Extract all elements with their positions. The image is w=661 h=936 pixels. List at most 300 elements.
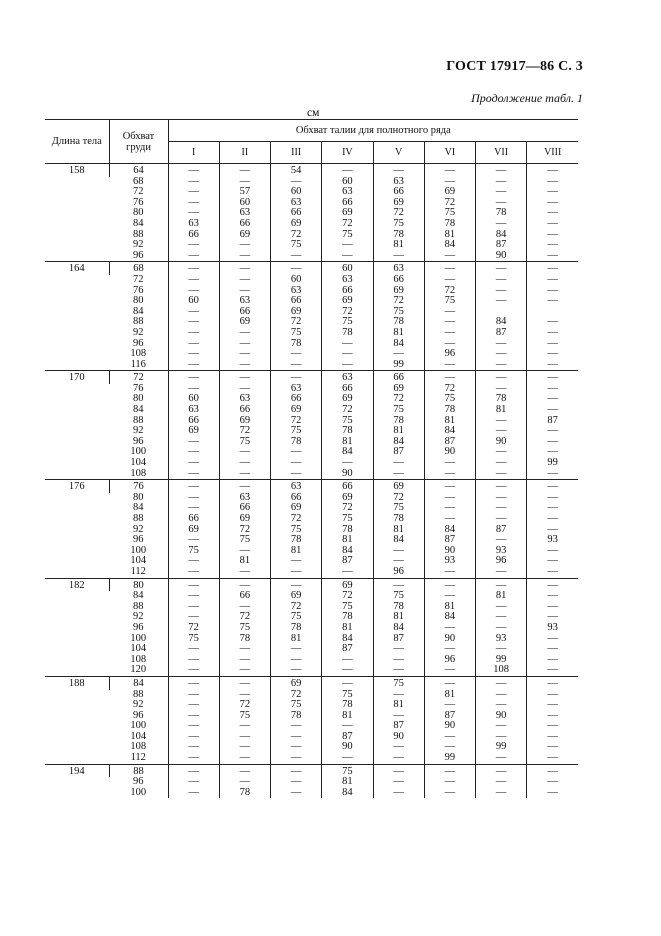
waist-girth-cell: — (373, 690, 424, 701)
waist-girth-cell: — (168, 602, 219, 613)
waist-girth-cell: — (168, 349, 219, 360)
waist-girth-cell: — (271, 458, 322, 469)
waist-girth-cell: — (424, 514, 475, 525)
waist-girth-cell: 63 (373, 177, 424, 188)
waist-girth-cell: 78 (373, 230, 424, 241)
waist-girth-cell: 60 (271, 275, 322, 286)
waist-girth-cell: 63 (219, 296, 270, 307)
waist-girth-cell: — (424, 764, 475, 777)
waist-girth-cell: 81 (424, 416, 475, 427)
waist-girth-cell: — (424, 469, 475, 480)
waist-girth-cell: 90 (322, 469, 373, 480)
waist-girth-cell: 66 (219, 219, 270, 230)
unit-label: см (307, 107, 320, 119)
waist-girth-cell: — (271, 447, 322, 458)
waist-girth-cell: — (373, 251, 424, 262)
waist-girth-cell: 84 (424, 525, 475, 536)
waist-girth-cell: — (476, 777, 527, 788)
waist-girth-cell: — (168, 578, 219, 591)
waist-girth-cell: — (424, 371, 475, 384)
waist-girth-cell: 72 (373, 296, 424, 307)
waist-girth-cell: — (271, 469, 322, 480)
waist-girth-cell: — (527, 721, 578, 732)
fullness-header-8: VIII (527, 142, 578, 164)
body-length-cell: 182 (45, 578, 109, 676)
waist-girth-cell: 84 (476, 317, 527, 328)
waist-girth-cell: 90 (476, 251, 527, 262)
waist-girth-cell: — (168, 458, 219, 469)
waist-girth-cell: 87 (476, 240, 527, 251)
waist-girth-cell: — (322, 676, 373, 689)
waist-girth-cell: 66 (219, 405, 270, 416)
waist-girth-cell: 72 (168, 623, 219, 634)
waist-girth-cell: — (373, 546, 424, 557)
waist-girth-cell: — (527, 634, 578, 645)
waist-girth-cell: — (527, 591, 578, 602)
waist-girth-cell: — (424, 360, 475, 371)
waist-girth-cell: 69 (322, 493, 373, 504)
waist-girth-cell: — (527, 230, 578, 241)
waist-girth-cell: — (168, 371, 219, 384)
waist-girth-cell: 108 (476, 665, 527, 676)
waist-girth-cell: 69 (271, 591, 322, 602)
waist-girth-cell: 69 (322, 394, 373, 405)
waist-girth-cell: 75 (322, 602, 373, 613)
waist-girth-cell: 60 (168, 296, 219, 307)
waist-girth-cell: 75 (322, 230, 373, 241)
waist-girth-cell: 99 (476, 742, 527, 753)
waist-girth-cell: — (168, 469, 219, 480)
waist-girth-cell: 72 (373, 493, 424, 504)
waist-girth-cell: 69 (219, 514, 270, 525)
waist-girth-cell: — (476, 623, 527, 634)
waist-girth-cell: — (373, 753, 424, 764)
waist-girth-cell: — (527, 690, 578, 701)
chest-girth-cell: 76 (109, 480, 168, 493)
chest-girth-cell: 100 (130, 446, 147, 458)
waist-girth-cell: 72 (271, 416, 322, 427)
waist-girth-cell: — (527, 208, 578, 219)
table-row (45, 469, 578, 480)
waist-girth-cell: 78 (373, 416, 424, 427)
table-row (45, 514, 578, 525)
waist-girth-cell: 99 (527, 458, 578, 469)
waist-girth-cell: 99 (373, 360, 424, 371)
chest-girth-cell: 104 (130, 730, 147, 742)
waist-girth-cell: — (219, 676, 270, 689)
waist-girth-cell: — (476, 371, 527, 384)
waist-girth-cell: 75 (271, 612, 322, 623)
waist-girth-cell: 84 (322, 546, 373, 557)
waist-girth-cell: — (271, 742, 322, 753)
waist-girth-cell: — (168, 286, 219, 297)
waist-girth-cell: — (476, 416, 527, 427)
waist-girth-cell: — (424, 493, 475, 504)
chest-girth-cell: 88 (133, 414, 144, 426)
size-table (45, 119, 578, 798)
waist-girth-cell: — (271, 732, 322, 743)
waist-girth-cell: 81 (271, 546, 322, 557)
waist-girth-cell: — (322, 721, 373, 732)
waist-girth-cell: 84 (424, 240, 475, 251)
waist-girth-cell: — (476, 602, 527, 613)
waist-girth-cell: 69 (271, 503, 322, 514)
waist-girth-cell: — (476, 753, 527, 764)
waist-girth-cell: — (271, 360, 322, 371)
waist-girth-cell: 87 (322, 556, 373, 567)
waist-girth-cell: — (322, 753, 373, 764)
waist-girth-cell: — (219, 177, 270, 188)
waist-girth-cell: 75 (373, 676, 424, 689)
waist-girth-cell: 66 (219, 591, 270, 602)
waist-girth-cell: — (168, 262, 219, 275)
chest-girth-cell: 112 (109, 567, 168, 578)
waist-girth-cell: — (424, 567, 475, 578)
waist-girth-cell: — (168, 317, 219, 328)
waist-girth-cell: — (168, 535, 219, 546)
table-row (45, 753, 578, 764)
waist-girth-cell: — (271, 655, 322, 666)
waist-girth-cell: 75 (219, 623, 270, 634)
waist-girth-cell: 75 (373, 307, 424, 318)
waist-girth-cell: — (219, 546, 270, 557)
waist-girth-cell: — (271, 349, 322, 360)
waist-girth-cell: 72 (271, 514, 322, 525)
waist-girth-cell: 72 (322, 307, 373, 318)
chest-girth-cell: 84 (133, 404, 144, 416)
waist-girth-cell: — (527, 546, 578, 557)
waist-girth-cell: 81 (373, 700, 424, 711)
waist-girth-cell: — (527, 384, 578, 395)
waist-girth-cell: — (476, 177, 527, 188)
waist-girth-cell: — (168, 788, 219, 799)
waist-girth-cell: 81 (271, 634, 322, 645)
waist-girth-cell: — (219, 655, 270, 666)
waist-girth-cell: — (476, 788, 527, 799)
waist-girth-cell: 81 (322, 711, 373, 722)
waist-girth-cell: — (271, 251, 322, 262)
waist-girth-cell: — (424, 503, 475, 514)
waist-girth-cell: — (168, 700, 219, 711)
waist-girth-cell: — (527, 286, 578, 297)
waist-girth-cell: — (322, 339, 373, 350)
waist-girth-cell: — (476, 219, 527, 230)
waist-girth-cell: 66 (271, 493, 322, 504)
chest-girth-cell: 84 (133, 305, 144, 317)
waist-girth-cell: 75 (322, 514, 373, 525)
waist-girth-cell: — (527, 275, 578, 286)
waist-girth-cell: — (168, 665, 219, 676)
waist-girth-cell: 69 (322, 296, 373, 307)
waist-girth-cell: — (168, 644, 219, 655)
waist-girth-cell: — (476, 721, 527, 732)
chest-girth-cell: 108 (130, 741, 147, 753)
chest-girth-cell: 100 (130, 786, 147, 798)
waist-girth-cell: 66 (322, 480, 373, 493)
waist-girth-cell: 90 (424, 634, 475, 645)
waist-girth-cell: 90 (373, 732, 424, 743)
waist-girth-cell: 87 (424, 711, 475, 722)
waist-girth-cell: — (527, 317, 578, 328)
waist-girth-cell: 75 (322, 690, 373, 701)
waist-girth-cell: — (219, 721, 270, 732)
chest-girth-cell: 80 (133, 207, 144, 219)
waist-girth-cell: — (168, 612, 219, 623)
table-continuation-label: Продолжение табл. 1 (471, 91, 583, 105)
waist-girth-cell: 63 (373, 262, 424, 275)
waist-girth-cell: 60 (219, 198, 270, 209)
waist-girth-cell: — (527, 187, 578, 198)
waist-girth-cell: 81 (424, 690, 475, 701)
table-row (45, 371, 578, 384)
waist-girth-cell: — (476, 700, 527, 711)
waist-girth-cell: — (527, 371, 578, 384)
waist-girth-cell: — (168, 208, 219, 219)
waist-girth-cell: 81 (373, 426, 424, 437)
waist-girth-cell: — (168, 655, 219, 666)
waist-girth-cell: — (527, 711, 578, 722)
waist-girth-cell: — (527, 753, 578, 764)
waist-girth-cell: 69 (219, 317, 270, 328)
waist-girth-cell: 81 (322, 437, 373, 448)
waist-girth-cell: — (424, 788, 475, 799)
table-row (45, 360, 578, 371)
chest-girth-cell: 96 (133, 709, 144, 721)
waist-girth-cell: 87 (373, 447, 424, 458)
waist-girth-cell: — (219, 262, 270, 275)
waist-girth-cell: 78 (322, 700, 373, 711)
waist-girth-cell: — (476, 676, 527, 689)
waist-girth-cell: 84 (476, 230, 527, 241)
waist-girth-cell: 90 (424, 721, 475, 732)
chest-girth-cell: 116 (109, 360, 168, 371)
waist-girth-cell: — (219, 567, 270, 578)
waist-girth-cell: — (476, 349, 527, 360)
waist-girth-cell: 78 (322, 612, 373, 623)
waist-girth-cell: 72 (322, 405, 373, 416)
waist-girth-cell: — (476, 458, 527, 469)
table-row (45, 164, 578, 177)
waist-girth-cell: — (527, 493, 578, 504)
waist-girth-cell: 75 (271, 240, 322, 251)
chest-girth-cell: 76 (133, 284, 144, 296)
waist-girth-cell: 93 (476, 634, 527, 645)
waist-girth-cell: — (271, 567, 322, 578)
waist-girth-cell: 93 (424, 556, 475, 567)
waist-girth-cell: — (373, 764, 424, 777)
waist-girth-cell: — (424, 644, 475, 655)
waist-girth-cell: 63 (322, 275, 373, 286)
waist-girth-cell: 78 (373, 514, 424, 525)
waist-girth-cell: 84 (322, 788, 373, 799)
waist-girth-cell: — (476, 286, 527, 297)
waist-girth-cell: — (168, 339, 219, 350)
waist-girth-cell: — (168, 240, 219, 251)
waist-girth-cell: — (424, 700, 475, 711)
waist-girth-cell: — (527, 480, 578, 493)
waist-girth-cell: — (168, 447, 219, 458)
waist-girth-cell: 75 (322, 416, 373, 427)
chest-girth-cell: 84 (133, 217, 144, 229)
waist-girth-cell: — (476, 262, 527, 275)
waist-girth-cell: 87 (527, 416, 578, 427)
waist-girth-cell: — (424, 591, 475, 602)
body-length-cell: 170 (45, 371, 109, 480)
waist-girth-cell: — (527, 328, 578, 339)
table-body (45, 164, 578, 799)
waist-girth-cell: — (424, 328, 475, 339)
waist-girth-cell: 75 (271, 328, 322, 339)
waist-girth-cell: — (424, 742, 475, 753)
waist-girth-cell: 87 (476, 525, 527, 536)
waist-girth-cell: — (219, 360, 270, 371)
waist-girth-cell: 66 (219, 503, 270, 514)
table-row (45, 788, 578, 799)
waist-girth-cell: — (476, 339, 527, 350)
header-chest-girth: Обхват груди (109, 120, 168, 164)
waist-girth-cell: — (527, 764, 578, 777)
chest-girth-cell: 84 (133, 590, 144, 602)
waist-girth-cell: 63 (271, 286, 322, 297)
waist-girth-cell: 72 (219, 426, 270, 437)
waist-girth-cell: 75 (373, 405, 424, 416)
waist-girth-cell: 72 (271, 690, 322, 701)
waist-girth-cell: 99 (476, 655, 527, 666)
waist-girth-cell: — (219, 339, 270, 350)
waist-girth-cell: 90 (322, 742, 373, 753)
table-row (45, 296, 578, 307)
chest-girth-cell: 80 (133, 491, 144, 503)
waist-girth-cell: 81 (424, 602, 475, 613)
waist-girth-cell: 63 (219, 493, 270, 504)
waist-girth-cell: — (322, 665, 373, 676)
waist-girth-cell: — (476, 732, 527, 743)
fullness-header-2: II (219, 142, 270, 164)
waist-girth-cell: 96 (424, 655, 475, 666)
waist-girth-cell: 66 (271, 296, 322, 307)
waist-girth-cell: — (476, 296, 527, 307)
waist-girth-cell: — (271, 665, 322, 676)
waist-girth-cell: — (476, 503, 527, 514)
waist-girth-cell: — (476, 275, 527, 286)
waist-girth-cell: — (527, 556, 578, 567)
waist-girth-cell: 78 (424, 405, 475, 416)
waist-girth-cell: 90 (424, 546, 475, 557)
waist-girth-cell: 75 (322, 317, 373, 328)
waist-girth-cell: 69 (168, 426, 219, 437)
waist-girth-cell: — (219, 753, 270, 764)
waist-girth-cell: — (271, 177, 322, 188)
waist-girth-cell: — (527, 394, 578, 405)
chest-girth-cell: 108 (130, 653, 147, 665)
page-header: ГОСТ 17917—86 С. 3 (446, 59, 583, 74)
waist-girth-cell: — (219, 349, 270, 360)
waist-girth-cell: 60 (271, 187, 322, 198)
waist-girth-cell: 69 (322, 578, 373, 591)
waist-girth-cell: — (527, 469, 578, 480)
waist-girth-cell: 72 (219, 612, 270, 623)
waist-girth-cell: 69 (373, 286, 424, 297)
waist-girth-cell: 87 (373, 721, 424, 732)
waist-girth-cell: — (373, 742, 424, 753)
waist-girth-cell: 66 (168, 416, 219, 427)
waist-girth-cell: 96 (424, 349, 475, 360)
waist-girth-cell: 81 (322, 623, 373, 634)
waist-girth-cell: 90 (424, 447, 475, 458)
fullness-header-4: IV (322, 142, 373, 164)
waist-girth-cell: 69 (373, 480, 424, 493)
waist-girth-cell: — (424, 339, 475, 350)
header-body-length: Длина тела (45, 120, 109, 164)
table-row (45, 567, 578, 578)
waist-girth-cell: — (476, 644, 527, 655)
waist-girth-cell: — (476, 514, 527, 525)
chest-girth-cell: 88 (133, 600, 144, 612)
waist-girth-cell: — (527, 777, 578, 788)
waist-girth-cell: 84 (373, 623, 424, 634)
waist-girth-cell: — (527, 437, 578, 448)
waist-girth-cell: — (168, 753, 219, 764)
waist-girth-cell: — (168, 198, 219, 209)
waist-girth-cell: — (527, 219, 578, 230)
waist-girth-cell: 78 (322, 426, 373, 437)
waist-girth-cell: — (527, 525, 578, 536)
waist-girth-cell: — (527, 788, 578, 799)
waist-girth-cell: — (424, 317, 475, 328)
waist-girth-cell: 66 (219, 307, 270, 318)
waist-girth-cell: — (219, 732, 270, 743)
waist-girth-cell: — (271, 777, 322, 788)
waist-girth-cell: 66 (373, 371, 424, 384)
waist-girth-cell: 66 (373, 187, 424, 198)
waist-girth-cell: 72 (219, 700, 270, 711)
waist-girth-cell: 75 (322, 764, 373, 777)
waist-girth-cell: — (219, 665, 270, 676)
waist-girth-cell: 93 (527, 535, 578, 546)
waist-girth-cell: 81 (476, 405, 527, 416)
chest-girth-cell: 72 (133, 273, 144, 285)
waist-girth-cell: 69 (219, 230, 270, 241)
waist-girth-cell: — (476, 447, 527, 458)
waist-girth-cell: — (168, 360, 219, 371)
waist-girth-cell: 90 (476, 711, 527, 722)
chest-girth-cell: 96 (133, 534, 144, 546)
waist-girth-cell: — (219, 480, 270, 493)
waist-girth-cell: — (527, 665, 578, 676)
waist-girth-cell: — (219, 469, 270, 480)
waist-girth-cell: 69 (168, 525, 219, 536)
chest-girth-cell: 88 (109, 764, 168, 777)
waist-girth-cell: 84 (373, 437, 424, 448)
waist-girth-cell: — (424, 177, 475, 188)
chest-girth-cell: 80 (133, 393, 144, 405)
waist-girth-cell: — (527, 503, 578, 514)
waist-girth-cell: — (322, 360, 373, 371)
chest-girth-cell: 108 (109, 469, 168, 480)
waist-girth-cell: 66 (271, 394, 322, 405)
chest-girth-cell: 84 (133, 502, 144, 514)
waist-girth-cell: 72 (271, 317, 322, 328)
waist-girth-cell: — (527, 240, 578, 251)
waist-girth-cell: 75 (219, 711, 270, 722)
waist-girth-cell: — (527, 700, 578, 711)
waist-girth-cell: 75 (219, 437, 270, 448)
waist-girth-cell: 75 (219, 535, 270, 546)
chest-girth-cell: 88 (133, 513, 144, 524)
waist-girth-cell: 87 (424, 437, 475, 448)
waist-girth-cell: — (271, 721, 322, 732)
chest-girth-cell: 100 (130, 720, 147, 732)
